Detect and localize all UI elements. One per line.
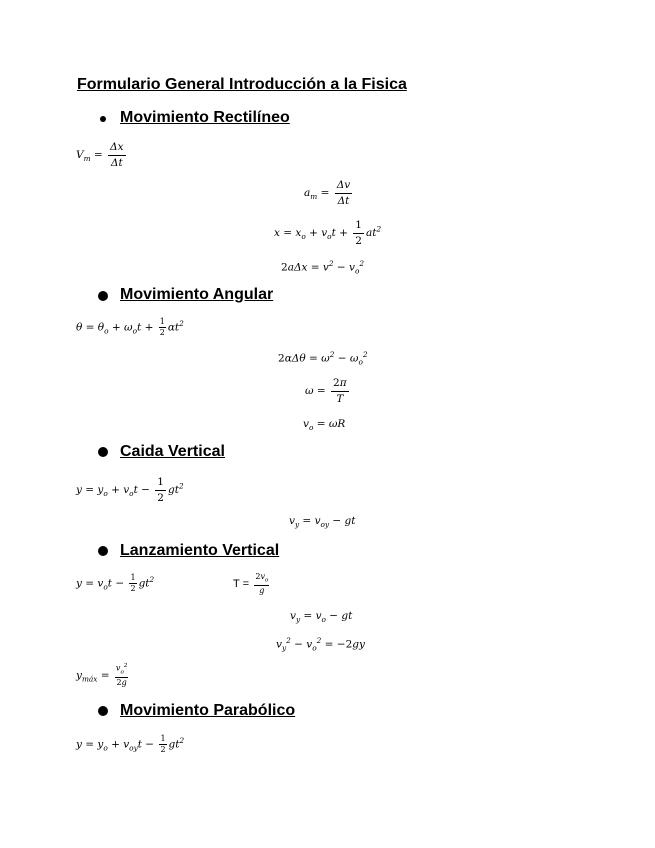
document-title: Formulario General Introducción a la Fisica [77, 76, 407, 93]
bullet-icon [100, 116, 106, 122]
section-heading-lanzamiento: Lanzamiento Vertical [120, 542, 280, 559]
formula-period-lanzamiento: T = $\frac{2v_o}{g}$ [233, 572, 269, 596]
formula-torricelli-angular: $2\alpha\Delta\theta = \omega^2 - \omega_o^2$ [278, 350, 368, 367]
section-heading-rectilineo: Movimiento Rectilíneo [120, 109, 290, 126]
bullet-icon [98, 706, 108, 716]
formula-v-omega-r: $v_o = \omega R$ [303, 418, 346, 433]
bullet-icon [98, 291, 108, 301]
formula-theta: $\theta = \theta_o + \omega_ot$ + $\frac{1}{2}$ $\alpha t^2$ [76, 317, 184, 337]
formula-torricelli: $2a\Delta x = v^2 - v_o^2$ [281, 259, 365, 276]
formula-y-caida: $y = y_o + v_ot$ − $\frac{1}{2}$ $gt^2$ [76, 476, 184, 504]
formula-vy-lanzamiento: $v_y = v_o$ − gt [290, 610, 353, 625]
section-heading-caida: Caida Vertical [120, 443, 225, 460]
formula-ymax: $y_{máx}$ = $\frac{v_o^2}{2g}$ [76, 663, 128, 687]
formula-y-lanzamiento: $y = v_ot$ − $\frac{1}{2}$ $gt^2$ [76, 573, 155, 593]
formula-vm: $V_m$ = $\frac{\Delta x}{\Delta t}$ [76, 141, 124, 169]
formula-omega: ω = $\frac{2\pi}{T}$ [305, 377, 347, 405]
formula-y-parabolico: $y = y_o + v_{oy}t$ − $\frac{1}{2}$ $gt^2$ [76, 734, 185, 754]
formula-am: $a_m$ = $\frac{\Delta v}{\Delta t}$ [304, 179, 351, 207]
formula-vy-caida: $v_y = v_{oy}$ − gt [289, 515, 356, 530]
formula-vy-squared: $v_y^2 - v_o^2 = -2gy$ [276, 636, 365, 653]
bullet-icon [98, 447, 108, 457]
section-heading-angular: Movimiento Angular [120, 286, 274, 303]
bullet-icon [98, 546, 108, 556]
formula-x-position: $x = x_o + v_ot$ + $\frac{1}{2}$ $at^2$ [274, 219, 382, 247]
section-heading-parabolico: Movimiento Parabólico [120, 702, 296, 719]
